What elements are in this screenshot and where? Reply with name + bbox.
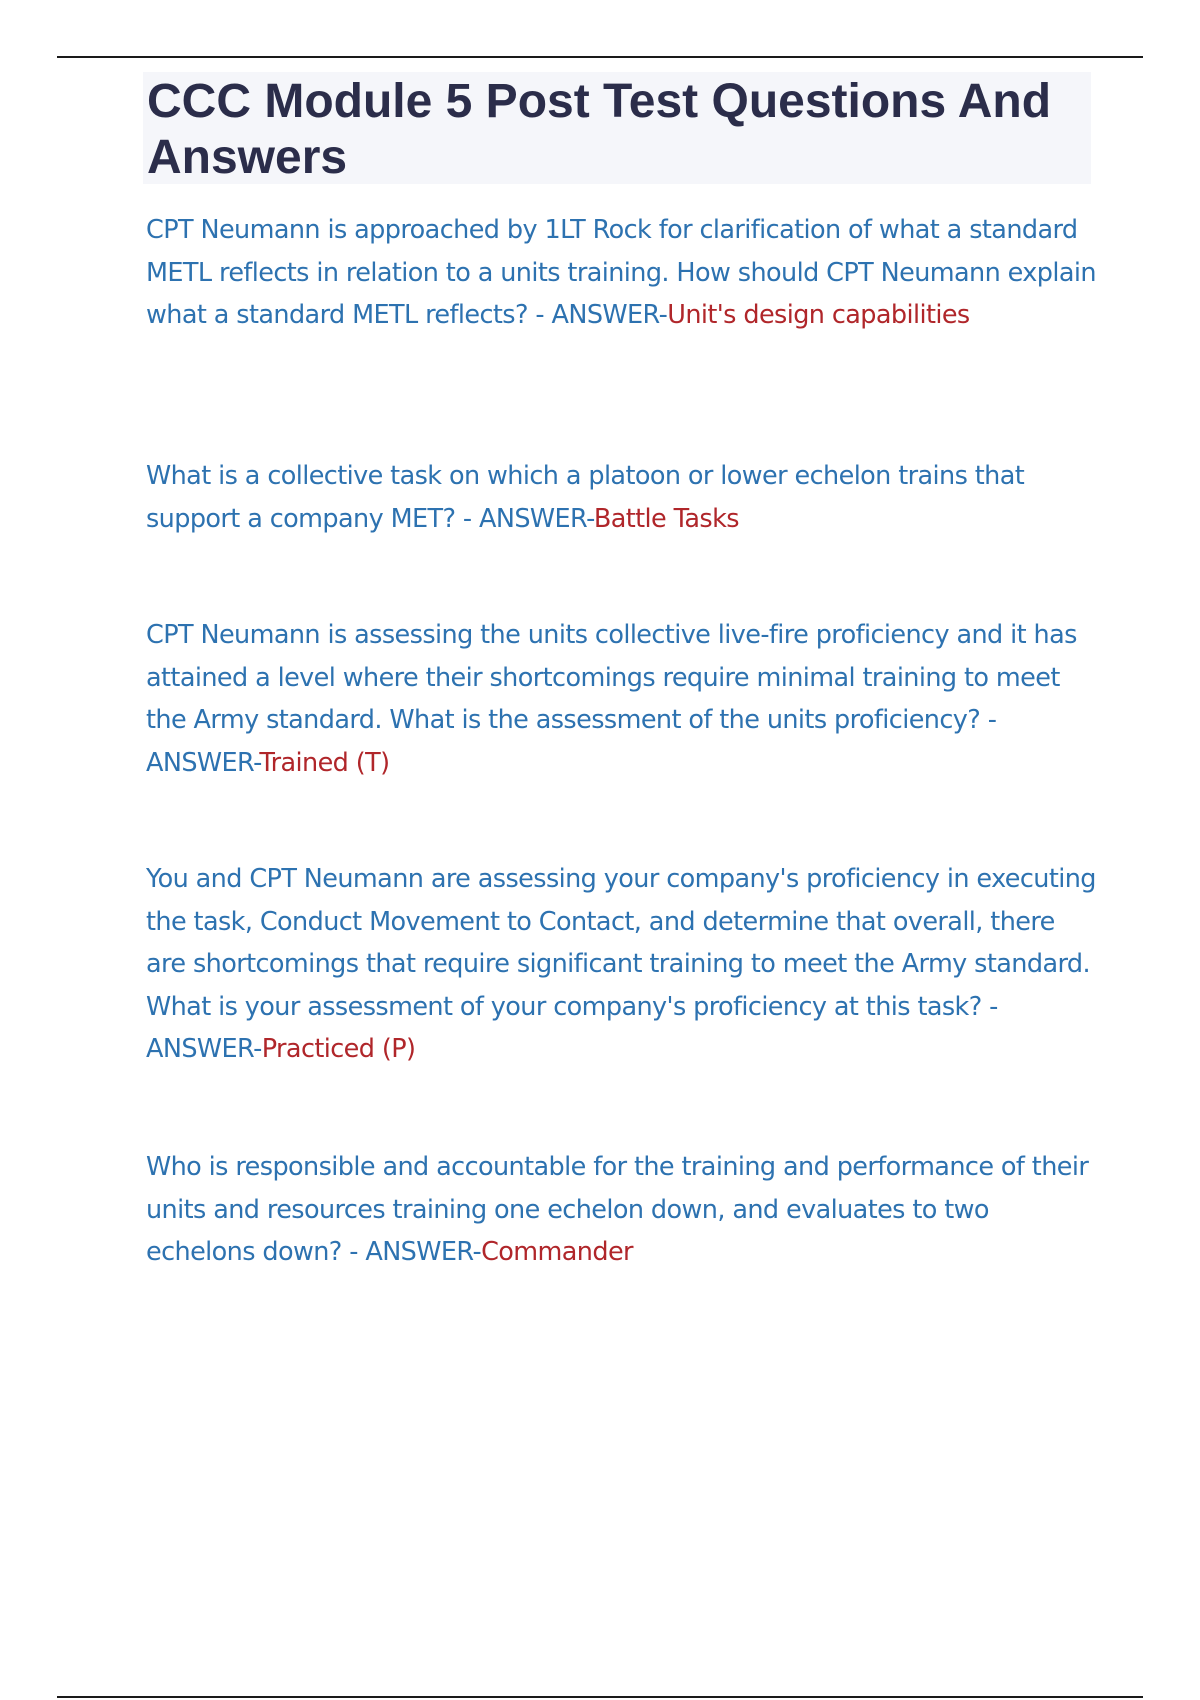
page-title: CCC Module 5 Post Test Questions And Answers bbox=[147, 75, 1052, 184]
answer-text: Battle Tasks bbox=[593, 503, 739, 534]
qa-item bbox=[146, 209, 1096, 337]
qa-item bbox=[146, 614, 1096, 784]
question-text: What is a collective task on which a platoon or lower echelon trains that support a company MET? bbox=[146, 461, 1025, 534]
question-text: You and CPT Neumann are assessing your company's proficiency in executing the task, Conduct Movement to Contact, and determine that overall, there are shortcomings that require significant training to meet the Army standard. What is your assessment of your company's proficiency at this task? bbox=[146, 864, 1096, 1022]
question-text: Who is responsible and accountable for the training and performance of their units and resources training one echelon down, and evaluates to two echelons down? bbox=[146, 1152, 1089, 1267]
answer-prefix: - ANSWER- bbox=[146, 991, 998, 1064]
question-text: CPT Neumann is approached by 1LT Rock for clarification of what a standard METL reflects in relation to a units training. How should CPT Neumann explain what a standard METL reflects? bbox=[146, 215, 1096, 330]
qa-item bbox=[146, 455, 1096, 540]
answer-text: Trained (T) bbox=[259, 747, 390, 778]
question-text: CPT Neumann is assessing the units collective live-fire proficiency and it has attained a level where their shortcomings require minimal training to meet the Army standard. What is the assessment of the units proficiency? bbox=[146, 620, 1077, 735]
title-banner bbox=[143, 72, 1091, 184]
answer-text: Commander bbox=[481, 1237, 633, 1267]
qa-item bbox=[146, 858, 1096, 1071]
bottom-divider bbox=[57, 1696, 1143, 1698]
qa-item bbox=[146, 1146, 1096, 1274]
answer-prefix: - ANSWER- bbox=[341, 1237, 482, 1267]
answer-prefix: - ANSWER- bbox=[455, 503, 594, 534]
answer-text: Unit's design capabilities bbox=[667, 300, 970, 330]
top-divider bbox=[57, 56, 1143, 58]
answer-prefix: - ANSWER- bbox=[146, 705, 997, 778]
answer-text: Practiced (P) bbox=[261, 1034, 416, 1064]
answer-prefix: - ANSWER- bbox=[527, 300, 668, 330]
